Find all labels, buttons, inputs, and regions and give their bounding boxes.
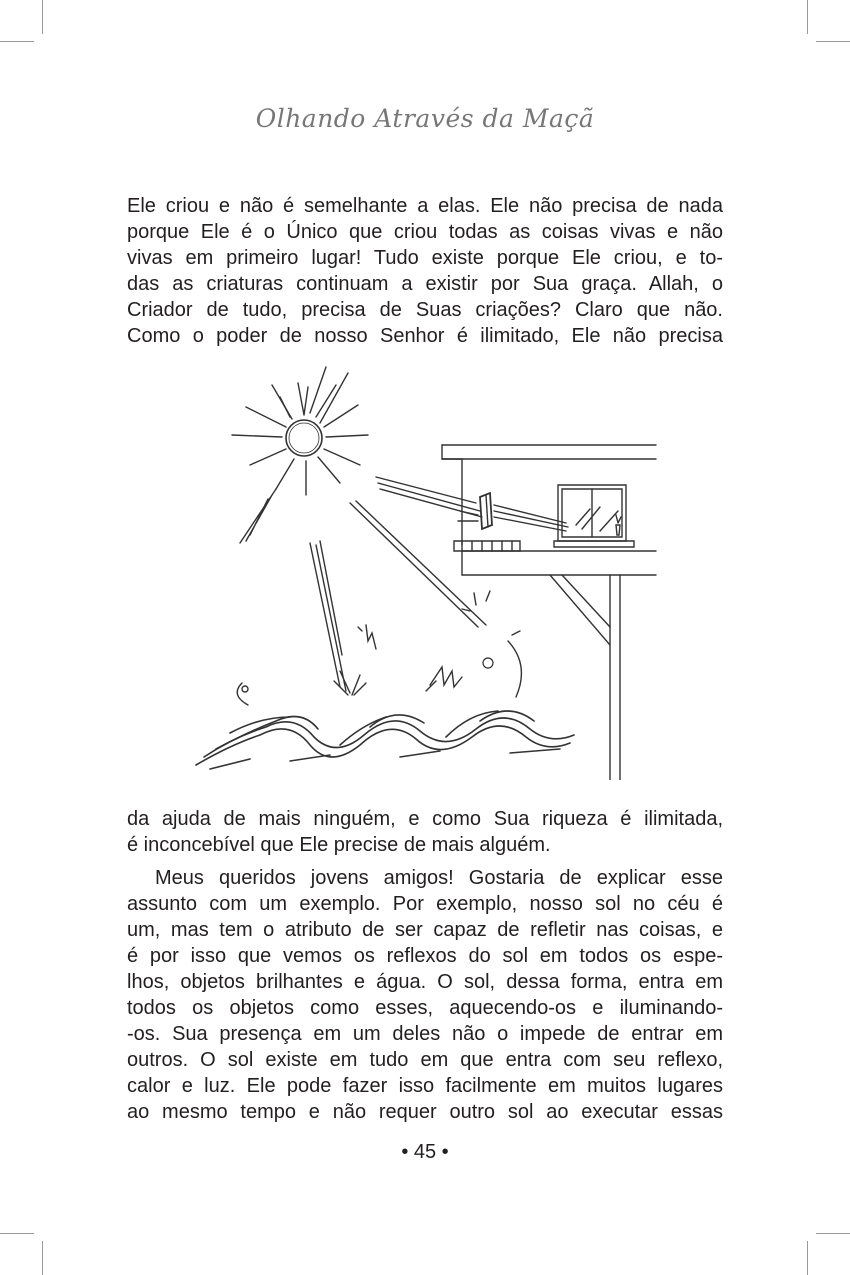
text-line: outros. O sol existe em tudo em que entra com seu reflexo, (127, 1049, 723, 1071)
crop-mark (0, 41, 34, 42)
text-line: calor e luz. Ele pode fazer isso facilmente em muitos lugares (127, 1075, 723, 1097)
text-line: Meus queridos jovens amigos! Gostaria de explicar esse (155, 867, 723, 889)
text-line: da ajuda de mais ninguém, e como Sua riqueza é ilimitada, (127, 808, 723, 830)
crop-mark (42, 1241, 43, 1275)
crop-mark (807, 0, 808, 34)
text-line: assunto com um exemplo. Por exemplo, nosso sol no céu é (127, 893, 723, 915)
text-line: porque Ele é o Único que criou todas as coisas vivas e não (127, 221, 723, 243)
text-line: das as criaturas continuam a existir por Sua graça. Allah, o (127, 273, 723, 295)
text-line: lhos, objetos brilhantes e água. O sol, dessa forma, entra em (127, 971, 723, 993)
text-line: Como o poder de nosso Senhor é ilimitado, Ele não precisa (127, 325, 723, 347)
running-head: Olhando Através da Maçã (255, 104, 595, 133)
crop-mark (0, 1233, 34, 1234)
text-line: Criador de tudo, precisa de Suas criações? Claro que não. (127, 299, 723, 321)
paragraph-2 (127, 865, 723, 1125)
paragraph-1 (127, 193, 723, 349)
text-line: Ele criou e não é semelhante a elas. Ele não precisa de nada (127, 195, 723, 217)
crop-mark (816, 1233, 850, 1234)
sun-icon (232, 367, 368, 495)
text-line: -os. Sua presença em um deles não o impede de entrar em (127, 1023, 723, 1045)
text-line: ao mesmo tempo e não requer outro sol ao executar essas (127, 1101, 723, 1123)
sun-reflection-illustration (190, 365, 660, 780)
page-number: • 45 • (401, 1141, 449, 1163)
text-line: é inconcebível que Ele precise de mais alguém. (127, 834, 551, 856)
crop-mark (816, 41, 850, 42)
crop-mark (807, 1241, 808, 1275)
paragraph-1-continued (127, 806, 723, 858)
text-line: é por isso que vemos os reflexos do sol em todos os espe- (127, 945, 723, 967)
waves (196, 711, 574, 769)
text-line: vivas em primeiro lugar! Tudo existe porque Ele criou, e to- (127, 247, 723, 269)
text-line: todos os objetos como esses, aquecendo-os e iluminando- (127, 997, 723, 1019)
text-line: um, mas tem o atributo de ser capaz de refletir nas coisas, e (127, 919, 723, 941)
crop-mark (42, 0, 43, 34)
